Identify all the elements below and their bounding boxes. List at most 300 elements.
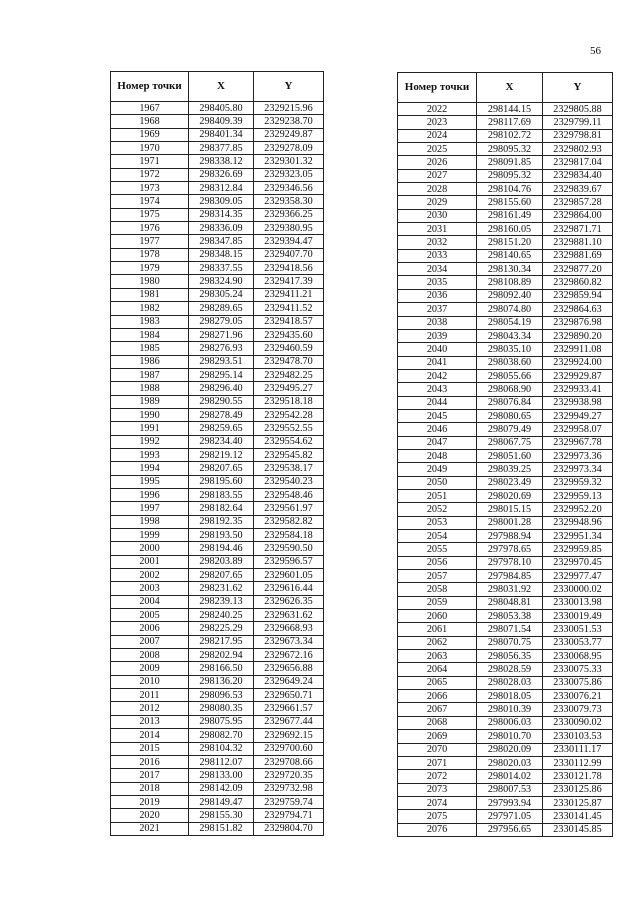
point-number-cell: 2075 bbox=[398, 810, 477, 823]
table-row bbox=[111, 328, 324, 341]
y-coordinate-cell: 2329948.96 bbox=[543, 516, 613, 529]
point-number-cell: 2014 bbox=[111, 729, 189, 742]
table-row bbox=[398, 329, 613, 342]
table-row bbox=[398, 289, 613, 302]
y-coordinate-cell: 2329495.27 bbox=[254, 382, 324, 395]
point-number-cell: 2009 bbox=[111, 662, 189, 675]
x-coordinate-cell: 298278.49 bbox=[189, 408, 254, 421]
x-coordinate-cell: 297978.10 bbox=[477, 556, 543, 569]
table-row bbox=[111, 155, 324, 168]
point-number-cell: 1967 bbox=[111, 102, 189, 115]
x-coordinate-cell: 298279.05 bbox=[189, 315, 254, 328]
x-coordinate-cell: 298155.60 bbox=[477, 196, 543, 209]
table-row bbox=[398, 103, 613, 116]
table-row bbox=[111, 142, 324, 155]
point-number-cell: 2008 bbox=[111, 649, 189, 662]
point-number-cell: 2065 bbox=[398, 676, 477, 689]
point-number-cell: 2012 bbox=[111, 702, 189, 715]
point-number-cell: 2055 bbox=[398, 543, 477, 556]
point-number-cell: 1993 bbox=[111, 448, 189, 461]
x-coordinate-cell: 298234.40 bbox=[189, 435, 254, 448]
point-number-cell: 2059 bbox=[398, 596, 477, 609]
x-coordinate-cell: 298053.38 bbox=[477, 610, 543, 623]
x-coordinate-cell: 298207.65 bbox=[189, 462, 254, 475]
y-coordinate-cell: 2329435.60 bbox=[254, 328, 324, 341]
header-y: Y bbox=[543, 73, 613, 103]
x-coordinate-cell: 298108.89 bbox=[477, 276, 543, 289]
x-coordinate-cell: 298276.93 bbox=[189, 342, 254, 355]
x-coordinate-cell: 298068.90 bbox=[477, 383, 543, 396]
x-coordinate-cell: 298043.34 bbox=[477, 329, 543, 342]
point-number-cell: 2043 bbox=[398, 383, 477, 396]
table-row bbox=[398, 650, 613, 663]
y-coordinate-cell: 2329538.17 bbox=[254, 462, 324, 475]
x-coordinate-cell: 298192.35 bbox=[189, 515, 254, 528]
y-coordinate-cell: 2329949.27 bbox=[543, 409, 613, 422]
y-coordinate-cell: 2329817.04 bbox=[543, 156, 613, 169]
x-coordinate-cell: 298080.35 bbox=[189, 702, 254, 715]
table-row bbox=[111, 395, 324, 408]
table-row bbox=[398, 449, 613, 462]
x-coordinate-cell: 298166.50 bbox=[189, 662, 254, 675]
point-number-cell: 2020 bbox=[111, 809, 189, 822]
table-row bbox=[398, 783, 613, 796]
x-coordinate-cell: 298067.75 bbox=[477, 436, 543, 449]
table-row bbox=[398, 116, 613, 129]
point-number-cell: 2004 bbox=[111, 595, 189, 608]
x-coordinate-cell: 298001.28 bbox=[477, 516, 543, 529]
table-row bbox=[111, 208, 324, 221]
x-coordinate-cell: 298347.85 bbox=[189, 235, 254, 248]
table-row bbox=[111, 702, 324, 715]
point-number-cell: 2013 bbox=[111, 715, 189, 728]
table-row bbox=[398, 516, 613, 529]
y-coordinate-cell: 2329881.69 bbox=[543, 249, 613, 262]
table-row bbox=[111, 755, 324, 768]
y-coordinate-cell: 2329346.56 bbox=[254, 182, 324, 195]
y-coordinate-cell: 2329799.11 bbox=[543, 116, 613, 129]
point-number-cell: 2040 bbox=[398, 343, 477, 356]
x-coordinate-cell: 298054.19 bbox=[477, 316, 543, 329]
point-number-cell: 1976 bbox=[111, 222, 189, 235]
point-number-cell: 2038 bbox=[398, 316, 477, 329]
point-number-cell: 2007 bbox=[111, 635, 189, 648]
x-coordinate-cell: 298193.50 bbox=[189, 529, 254, 542]
y-coordinate-cell: 2329631.62 bbox=[254, 609, 324, 622]
y-coordinate-cell: 2329540.23 bbox=[254, 475, 324, 488]
point-number-cell: 1992 bbox=[111, 435, 189, 448]
y-coordinate-cell: 2329929.87 bbox=[543, 369, 613, 382]
table-row bbox=[398, 343, 613, 356]
table-row bbox=[111, 235, 324, 248]
y-coordinate-cell: 2329677.44 bbox=[254, 715, 324, 728]
x-coordinate-cell: 298031.92 bbox=[477, 583, 543, 596]
y-coordinate-cell: 2329959.85 bbox=[543, 543, 613, 556]
x-coordinate-cell: 298314.35 bbox=[189, 208, 254, 221]
table-row bbox=[111, 168, 324, 181]
x-coordinate-cell: 298075.95 bbox=[189, 715, 254, 728]
x-coordinate-cell: 298070.75 bbox=[477, 636, 543, 649]
table-row bbox=[111, 769, 324, 782]
page-number: 56 bbox=[590, 45, 601, 57]
y-coordinate-cell: 2329552.55 bbox=[254, 422, 324, 435]
y-coordinate-cell: 2329616.44 bbox=[254, 582, 324, 595]
table-row bbox=[398, 743, 613, 756]
y-coordinate-cell: 2329700.60 bbox=[254, 742, 324, 755]
x-coordinate-cell: 298020.09 bbox=[477, 743, 543, 756]
point-number-cell: 1971 bbox=[111, 155, 189, 168]
point-number-cell: 2047 bbox=[398, 436, 477, 449]
header-point-number: Номер точки bbox=[398, 73, 477, 103]
table-row bbox=[398, 770, 613, 783]
y-coordinate-cell: 2329596.57 bbox=[254, 555, 324, 568]
y-coordinate-cell: 2329278.09 bbox=[254, 142, 324, 155]
table-row bbox=[398, 810, 613, 823]
point-number-cell: 1972 bbox=[111, 168, 189, 181]
point-number-cell: 2028 bbox=[398, 183, 477, 196]
table-row bbox=[111, 502, 324, 515]
table-row bbox=[111, 595, 324, 608]
point-number-cell: 2044 bbox=[398, 396, 477, 409]
header-x: X bbox=[477, 73, 543, 103]
y-coordinate-cell: 2329238.70 bbox=[254, 115, 324, 128]
table-row bbox=[111, 182, 324, 195]
point-number-cell: 2046 bbox=[398, 423, 477, 436]
y-coordinate-cell: 2330121.78 bbox=[543, 770, 613, 783]
y-coordinate-cell: 2329802.93 bbox=[543, 143, 613, 156]
table-row bbox=[398, 570, 613, 583]
point-number-cell: 2025 bbox=[398, 143, 477, 156]
table-row bbox=[398, 169, 613, 182]
point-number-cell: 2045 bbox=[398, 409, 477, 422]
y-coordinate-cell: 2329977.47 bbox=[543, 570, 613, 583]
table-row bbox=[398, 583, 613, 596]
x-coordinate-cell: 298160.05 bbox=[477, 223, 543, 236]
point-number-cell: 1986 bbox=[111, 355, 189, 368]
table-row bbox=[111, 115, 324, 128]
x-coordinate-cell: 298104.32 bbox=[189, 742, 254, 755]
x-coordinate-cell: 298405.80 bbox=[189, 102, 254, 115]
x-coordinate-cell: 298309.05 bbox=[189, 195, 254, 208]
y-coordinate-cell: 2329924.00 bbox=[543, 356, 613, 369]
y-coordinate-cell: 2329857.28 bbox=[543, 196, 613, 209]
table-row bbox=[398, 596, 613, 609]
point-number-cell: 2074 bbox=[398, 796, 477, 809]
point-number-cell: 1999 bbox=[111, 529, 189, 542]
table-row bbox=[111, 382, 324, 395]
x-coordinate-cell: 298028.59 bbox=[477, 663, 543, 676]
table-row bbox=[111, 555, 324, 568]
y-coordinate-cell: 2329959.13 bbox=[543, 489, 613, 502]
x-coordinate-cell: 298195.60 bbox=[189, 475, 254, 488]
point-number-cell: 1975 bbox=[111, 208, 189, 221]
point-number-cell: 1983 bbox=[111, 315, 189, 328]
x-coordinate-cell: 298183.55 bbox=[189, 488, 254, 501]
table-row bbox=[398, 476, 613, 489]
table-row bbox=[398, 663, 613, 676]
point-number-cell: 2049 bbox=[398, 463, 477, 476]
x-coordinate-cell: 298074.80 bbox=[477, 303, 543, 316]
table-row bbox=[111, 248, 324, 261]
table-row bbox=[398, 489, 613, 502]
x-coordinate-cell: 298095.32 bbox=[477, 143, 543, 156]
x-coordinate-cell: 298377.85 bbox=[189, 142, 254, 155]
y-coordinate-cell: 2329871.71 bbox=[543, 223, 613, 236]
x-coordinate-cell: 298020.69 bbox=[477, 489, 543, 502]
point-number-cell: 1989 bbox=[111, 395, 189, 408]
table-row bbox=[111, 715, 324, 728]
x-coordinate-cell: 298104.76 bbox=[477, 183, 543, 196]
x-coordinate-cell: 298144.15 bbox=[477, 103, 543, 116]
table-row bbox=[398, 716, 613, 729]
x-coordinate-cell: 298096.53 bbox=[189, 689, 254, 702]
table-row bbox=[111, 262, 324, 275]
x-coordinate-cell: 298112.07 bbox=[189, 755, 254, 768]
table-row bbox=[111, 729, 324, 742]
point-number-cell: 2070 bbox=[398, 743, 477, 756]
y-coordinate-cell: 2329804.70 bbox=[254, 822, 324, 835]
x-coordinate-cell: 298151.20 bbox=[477, 236, 543, 249]
table-row bbox=[111, 448, 324, 461]
y-coordinate-cell: 2329366.25 bbox=[254, 208, 324, 221]
x-coordinate-cell: 298324.90 bbox=[189, 275, 254, 288]
x-coordinate-cell: 298203.89 bbox=[189, 555, 254, 568]
table-row bbox=[111, 368, 324, 381]
point-number-cell: 1980 bbox=[111, 275, 189, 288]
point-number-cell: 1969 bbox=[111, 128, 189, 141]
y-coordinate-cell: 2329626.35 bbox=[254, 595, 324, 608]
point-number-cell: 1973 bbox=[111, 182, 189, 195]
table-row bbox=[398, 129, 613, 142]
point-number-cell: 2006 bbox=[111, 622, 189, 635]
table-row bbox=[111, 675, 324, 688]
header-point-number: Номер точки bbox=[111, 72, 189, 102]
x-coordinate-cell: 298401.34 bbox=[189, 128, 254, 141]
table-row bbox=[111, 515, 324, 528]
y-coordinate-cell: 2329692.15 bbox=[254, 729, 324, 742]
table-row bbox=[111, 649, 324, 662]
y-coordinate-cell: 2329673.34 bbox=[254, 635, 324, 648]
table-row bbox=[111, 462, 324, 475]
point-number-cell: 2062 bbox=[398, 636, 477, 649]
y-coordinate-cell: 2329418.56 bbox=[254, 262, 324, 275]
x-coordinate-cell: 298240.25 bbox=[189, 609, 254, 622]
y-coordinate-cell: 2330125.87 bbox=[543, 796, 613, 809]
x-coordinate-cell: 298182.64 bbox=[189, 502, 254, 515]
point-number-cell: 2023 bbox=[398, 116, 477, 129]
x-coordinate-cell: 298312.84 bbox=[189, 182, 254, 195]
table-row bbox=[398, 383, 613, 396]
point-number-cell: 2024 bbox=[398, 129, 477, 142]
y-coordinate-cell: 2329460.59 bbox=[254, 342, 324, 355]
table-row bbox=[111, 475, 324, 488]
y-coordinate-cell: 2330125.86 bbox=[543, 783, 613, 796]
header-x: X bbox=[189, 72, 254, 102]
y-coordinate-cell: 2329967.78 bbox=[543, 436, 613, 449]
x-coordinate-cell: 298149.47 bbox=[189, 795, 254, 808]
point-number-cell: 2050 bbox=[398, 476, 477, 489]
point-number-cell: 2057 bbox=[398, 570, 477, 583]
x-coordinate-cell: 298010.39 bbox=[477, 703, 543, 716]
x-coordinate-cell: 298023.49 bbox=[477, 476, 543, 489]
x-coordinate-cell: 297988.94 bbox=[477, 530, 543, 543]
y-coordinate-cell: 2330075.33 bbox=[543, 663, 613, 676]
point-number-cell: 1994 bbox=[111, 462, 189, 475]
table-row bbox=[111, 435, 324, 448]
y-coordinate-cell: 2329864.63 bbox=[543, 303, 613, 316]
point-number-cell: 2019 bbox=[111, 795, 189, 808]
point-number-cell: 1982 bbox=[111, 302, 189, 315]
table-row bbox=[398, 356, 613, 369]
x-coordinate-cell: 298038.60 bbox=[477, 356, 543, 369]
table-row bbox=[111, 128, 324, 141]
coordinates-table-right bbox=[397, 72, 613, 837]
table-row bbox=[398, 303, 613, 316]
point-number-cell: 2037 bbox=[398, 303, 477, 316]
table-row bbox=[398, 396, 613, 409]
y-coordinate-cell: 2329959.32 bbox=[543, 476, 613, 489]
y-coordinate-cell: 2329380.95 bbox=[254, 222, 324, 235]
table-row bbox=[398, 369, 613, 382]
x-coordinate-cell: 298289.65 bbox=[189, 302, 254, 315]
table-row bbox=[111, 195, 324, 208]
y-coordinate-cell: 2330051.53 bbox=[543, 623, 613, 636]
point-number-cell: 1995 bbox=[111, 475, 189, 488]
table-header-row bbox=[111, 72, 324, 102]
table-row bbox=[398, 610, 613, 623]
point-number-cell: 2073 bbox=[398, 783, 477, 796]
x-coordinate-cell: 298051.60 bbox=[477, 449, 543, 462]
x-coordinate-cell: 297956.65 bbox=[477, 823, 543, 836]
point-number-cell: 1981 bbox=[111, 288, 189, 301]
table-row bbox=[398, 156, 613, 169]
table-row bbox=[398, 249, 613, 262]
x-coordinate-cell: 298092.40 bbox=[477, 289, 543, 302]
y-coordinate-cell: 2329661.57 bbox=[254, 702, 324, 715]
y-coordinate-cell: 2329407.70 bbox=[254, 248, 324, 261]
x-coordinate-cell: 298007.53 bbox=[477, 783, 543, 796]
x-coordinate-cell: 298219.12 bbox=[189, 448, 254, 461]
y-coordinate-cell: 2329834.40 bbox=[543, 169, 613, 182]
point-number-cell: 2003 bbox=[111, 582, 189, 595]
y-coordinate-cell: 2329548.46 bbox=[254, 488, 324, 501]
point-number-cell: 1990 bbox=[111, 408, 189, 421]
point-number-cell: 2010 bbox=[111, 675, 189, 688]
y-coordinate-cell: 2329649.24 bbox=[254, 675, 324, 688]
table-row bbox=[111, 422, 324, 435]
table-row bbox=[398, 756, 613, 769]
y-coordinate-cell: 2329518.18 bbox=[254, 395, 324, 408]
point-number-cell: 2029 bbox=[398, 196, 477, 209]
y-coordinate-cell: 2330112.99 bbox=[543, 756, 613, 769]
y-coordinate-cell: 2329794.71 bbox=[254, 809, 324, 822]
point-number-cell: 2039 bbox=[398, 329, 477, 342]
y-coordinate-cell: 2329249.87 bbox=[254, 128, 324, 141]
x-coordinate-cell: 298020.03 bbox=[477, 756, 543, 769]
x-coordinate-cell: 298217.95 bbox=[189, 635, 254, 648]
y-coordinate-cell: 2329601.05 bbox=[254, 569, 324, 582]
point-number-cell: 2048 bbox=[398, 449, 477, 462]
table-row bbox=[398, 276, 613, 289]
point-number-cell: 2063 bbox=[398, 650, 477, 663]
y-coordinate-cell: 2329973.36 bbox=[543, 449, 613, 462]
point-number-cell: 2072 bbox=[398, 770, 477, 783]
y-coordinate-cell: 2329798.81 bbox=[543, 129, 613, 142]
table-row bbox=[111, 302, 324, 315]
table-row bbox=[398, 636, 613, 649]
x-coordinate-cell: 298056.35 bbox=[477, 650, 543, 663]
point-number-cell: 2021 bbox=[111, 822, 189, 835]
table-row bbox=[111, 689, 324, 702]
table-row bbox=[111, 782, 324, 795]
y-coordinate-cell: 2329938.98 bbox=[543, 396, 613, 409]
x-coordinate-cell: 298161.49 bbox=[477, 209, 543, 222]
x-coordinate-cell: 298140.65 bbox=[477, 249, 543, 262]
y-coordinate-cell: 2329876.98 bbox=[543, 316, 613, 329]
header-y: Y bbox=[254, 72, 324, 102]
table-row bbox=[111, 288, 324, 301]
table-row bbox=[111, 342, 324, 355]
y-coordinate-cell: 2329952.20 bbox=[543, 503, 613, 516]
table-row bbox=[111, 529, 324, 542]
point-number-cell: 2041 bbox=[398, 356, 477, 369]
point-number-cell: 2035 bbox=[398, 276, 477, 289]
y-coordinate-cell: 2330068.95 bbox=[543, 650, 613, 663]
point-number-cell: 2032 bbox=[398, 236, 477, 249]
x-coordinate-cell: 297978.65 bbox=[477, 543, 543, 556]
x-coordinate-cell: 298348.15 bbox=[189, 248, 254, 261]
x-coordinate-cell: 298136.20 bbox=[189, 675, 254, 688]
y-coordinate-cell: 2329970.45 bbox=[543, 556, 613, 569]
x-coordinate-cell: 298305.24 bbox=[189, 288, 254, 301]
y-coordinate-cell: 2330075.86 bbox=[543, 676, 613, 689]
point-number-cell: 2005 bbox=[111, 609, 189, 622]
x-coordinate-cell: 298337.55 bbox=[189, 262, 254, 275]
x-coordinate-cell: 298295.14 bbox=[189, 368, 254, 381]
point-number-cell: 2017 bbox=[111, 769, 189, 782]
x-coordinate-cell: 298015.15 bbox=[477, 503, 543, 516]
x-coordinate-cell: 298293.51 bbox=[189, 355, 254, 368]
y-coordinate-cell: 2330079.73 bbox=[543, 703, 613, 716]
y-coordinate-cell: 2329650.71 bbox=[254, 689, 324, 702]
x-coordinate-cell: 298207.65 bbox=[189, 569, 254, 582]
x-coordinate-cell: 298039.25 bbox=[477, 463, 543, 476]
point-number-cell: 2011 bbox=[111, 689, 189, 702]
point-number-cell: 2034 bbox=[398, 263, 477, 276]
y-coordinate-cell: 2329418.57 bbox=[254, 315, 324, 328]
x-coordinate-cell: 298194.46 bbox=[189, 542, 254, 555]
point-number-cell: 2051 bbox=[398, 489, 477, 502]
x-coordinate-cell: 298296.40 bbox=[189, 382, 254, 395]
point-number-cell: 2016 bbox=[111, 755, 189, 768]
x-coordinate-cell: 298080.65 bbox=[477, 409, 543, 422]
table-row bbox=[398, 730, 613, 743]
y-coordinate-cell: 2330141.45 bbox=[543, 810, 613, 823]
y-coordinate-cell: 2329561.97 bbox=[254, 502, 324, 515]
y-coordinate-cell: 2329482.25 bbox=[254, 368, 324, 381]
point-number-cell: 1988 bbox=[111, 382, 189, 395]
table-row bbox=[398, 556, 613, 569]
x-coordinate-cell: 298130.34 bbox=[477, 263, 543, 276]
y-coordinate-cell: 2329668.93 bbox=[254, 622, 324, 635]
y-coordinate-cell: 2329672.16 bbox=[254, 649, 324, 662]
table-row bbox=[111, 488, 324, 501]
point-number-cell: 2058 bbox=[398, 583, 477, 596]
x-coordinate-cell: 298336.09 bbox=[189, 222, 254, 235]
y-coordinate-cell: 2329584.18 bbox=[254, 529, 324, 542]
y-coordinate-cell: 2329708.66 bbox=[254, 755, 324, 768]
y-coordinate-cell: 2329323.05 bbox=[254, 168, 324, 181]
